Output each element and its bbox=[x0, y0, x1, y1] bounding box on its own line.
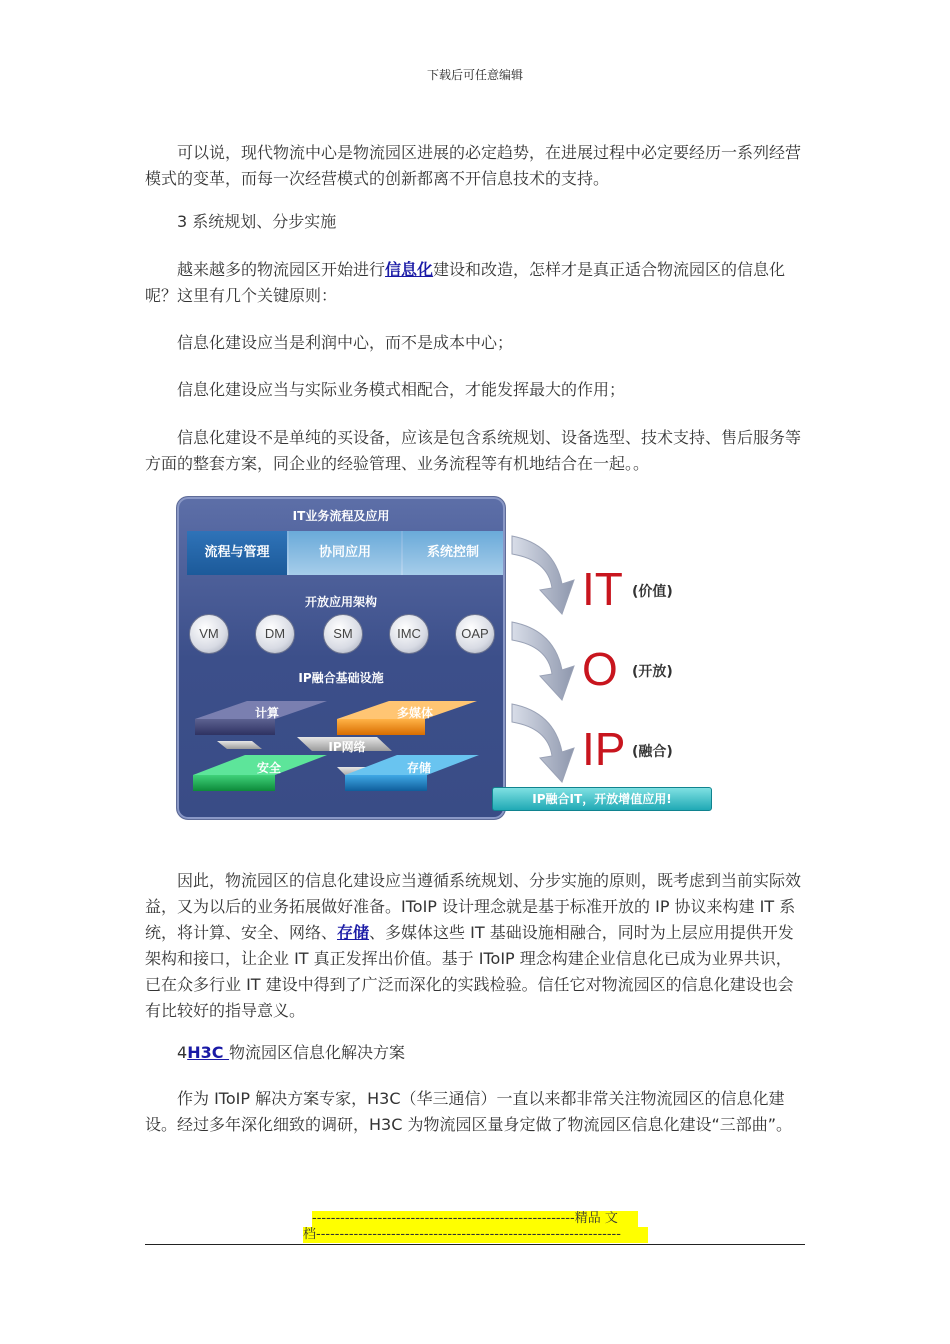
footer-line-1: --------------------------------------------------------精品 文 bbox=[312, 1211, 638, 1227]
paragraph-h3c: 作为 IToIP 解决方案专家，H3C（华三通信）一直以来都非常关注物流园区的信息化建设。经过多年深化细致的调研，H3C 为物流园区量身定做了物流园区信息化建设“三部曲”。 bbox=[145, 1089, 793, 1134]
circle-sm: SM bbox=[323, 614, 363, 654]
link-h3c[interactable]: H3C bbox=[187, 1043, 230, 1062]
footer-line-2: 档----------------------------------------------------------------- bbox=[303, 1227, 648, 1243]
link-cunchu[interactable]: 存储 bbox=[337, 923, 370, 942]
open-arch-title: 开放应用架构 bbox=[304, 595, 377, 609]
slogan-bar: IP融合IT，开放增值应用! bbox=[492, 787, 712, 811]
tile-multimedia: 多媒体 bbox=[396, 706, 433, 720]
tab-collaboration: 协同应用 bbox=[289, 531, 401, 575]
circle-dm: DM bbox=[255, 614, 295, 654]
paragraph-principles bbox=[145, 257, 805, 309]
itoip-diagram bbox=[174, 494, 710, 824]
infra-title: IP融合基础设施 bbox=[298, 671, 384, 685]
paragraph-principle-1: 信息化建设应当是利润中心，而不是成本中心； bbox=[177, 333, 514, 352]
label-it: IT bbox=[582, 563, 623, 615]
tile-ip-network: IP网络 bbox=[328, 740, 366, 754]
text-fragment: 越来越多的物流园区开始进行 bbox=[177, 260, 386, 279]
tab-process-management: 流程与管理 bbox=[187, 531, 287, 575]
label-ip: IP bbox=[582, 723, 626, 775]
tile-compute: 计算 bbox=[254, 706, 279, 720]
section-heading-4 bbox=[145, 1040, 805, 1066]
tile-security: 安全 bbox=[256, 761, 281, 775]
label-o: O bbox=[582, 643, 618, 695]
link-xinxihua[interactable]: 信息化 bbox=[385, 260, 434, 279]
tile-storage: 存储 bbox=[406, 761, 431, 775]
curved-arrows-graphic bbox=[504, 524, 584, 824]
footer-rule bbox=[145, 1244, 805, 1245]
panel-title: IT业务流程及应用 bbox=[292, 509, 390, 523]
text-fragment: 、多媒体这些 IT 基础设施相融合，同时为上层应用提供开发架构和接口，让企业 IT 真正发挥出价值。基于 IToIP 理念构建企业信息化已成为业界共识，已在众多行业 IT 建设中得到了广泛而深化的实践检验。信任它对物流园区的信息化建设也会有比较好的指导意义。 bbox=[145, 923, 794, 1020]
tab-system-control: 系统控制 bbox=[403, 531, 503, 575]
label-it-sub: (价值) bbox=[632, 584, 673, 600]
label-o-sub: (开放) bbox=[632, 664, 673, 680]
paragraph-principle-2: 信息化建设应当与实际业务模式相配合，才能发挥最大的作用； bbox=[177, 380, 626, 399]
label-ip-sub: (融合) bbox=[632, 744, 673, 760]
section-heading-3: 3 系统规划、分步实施 bbox=[177, 212, 337, 231]
itoip-panel bbox=[176, 496, 506, 820]
paragraph-principle-3: 信息化建设不是单纯的买设备，应该是包含系统规划、设备选型、技术支持、售后服务等方面的整套方案，同企业的经验管理、业务流程等有机地结合在一起。。 bbox=[145, 428, 802, 473]
page-header: 下载后可任意编辑 bbox=[426, 68, 523, 82]
paragraph-intro: 可以说，现代物流中心是物流园区进展的必定趋势，在进展过程中必定要经历一系列经营模式的变革，而每一次经营模式的创新都离不开信息技术的支持。 bbox=[145, 143, 802, 188]
text-fragment: 建设和改造，怎样才是真正适合物流园区的信息化呢？这里有几个关键原则： bbox=[145, 260, 786, 305]
paragraph-itoip bbox=[145, 868, 805, 1024]
circle-vm: VM bbox=[189, 614, 229, 654]
app-tabs bbox=[187, 531, 503, 575]
heading-number: 4 bbox=[177, 1043, 188, 1062]
heading-text: 物流园区信息化解决方案 bbox=[229, 1043, 406, 1062]
text-fragment: 因此，物流园区的信息化建设应当遵循系统规划、分步实施的原则，既考虑到当前实际效益，又为以后的业务拓展做好准备。IToIP 设计理念就是基于标准开放的 IP 协议来构建 IT 系统，将计算、安全、网络、 bbox=[145, 871, 802, 942]
circle-imc: IMC bbox=[389, 614, 429, 654]
circle-oap: OAP bbox=[455, 614, 495, 654]
